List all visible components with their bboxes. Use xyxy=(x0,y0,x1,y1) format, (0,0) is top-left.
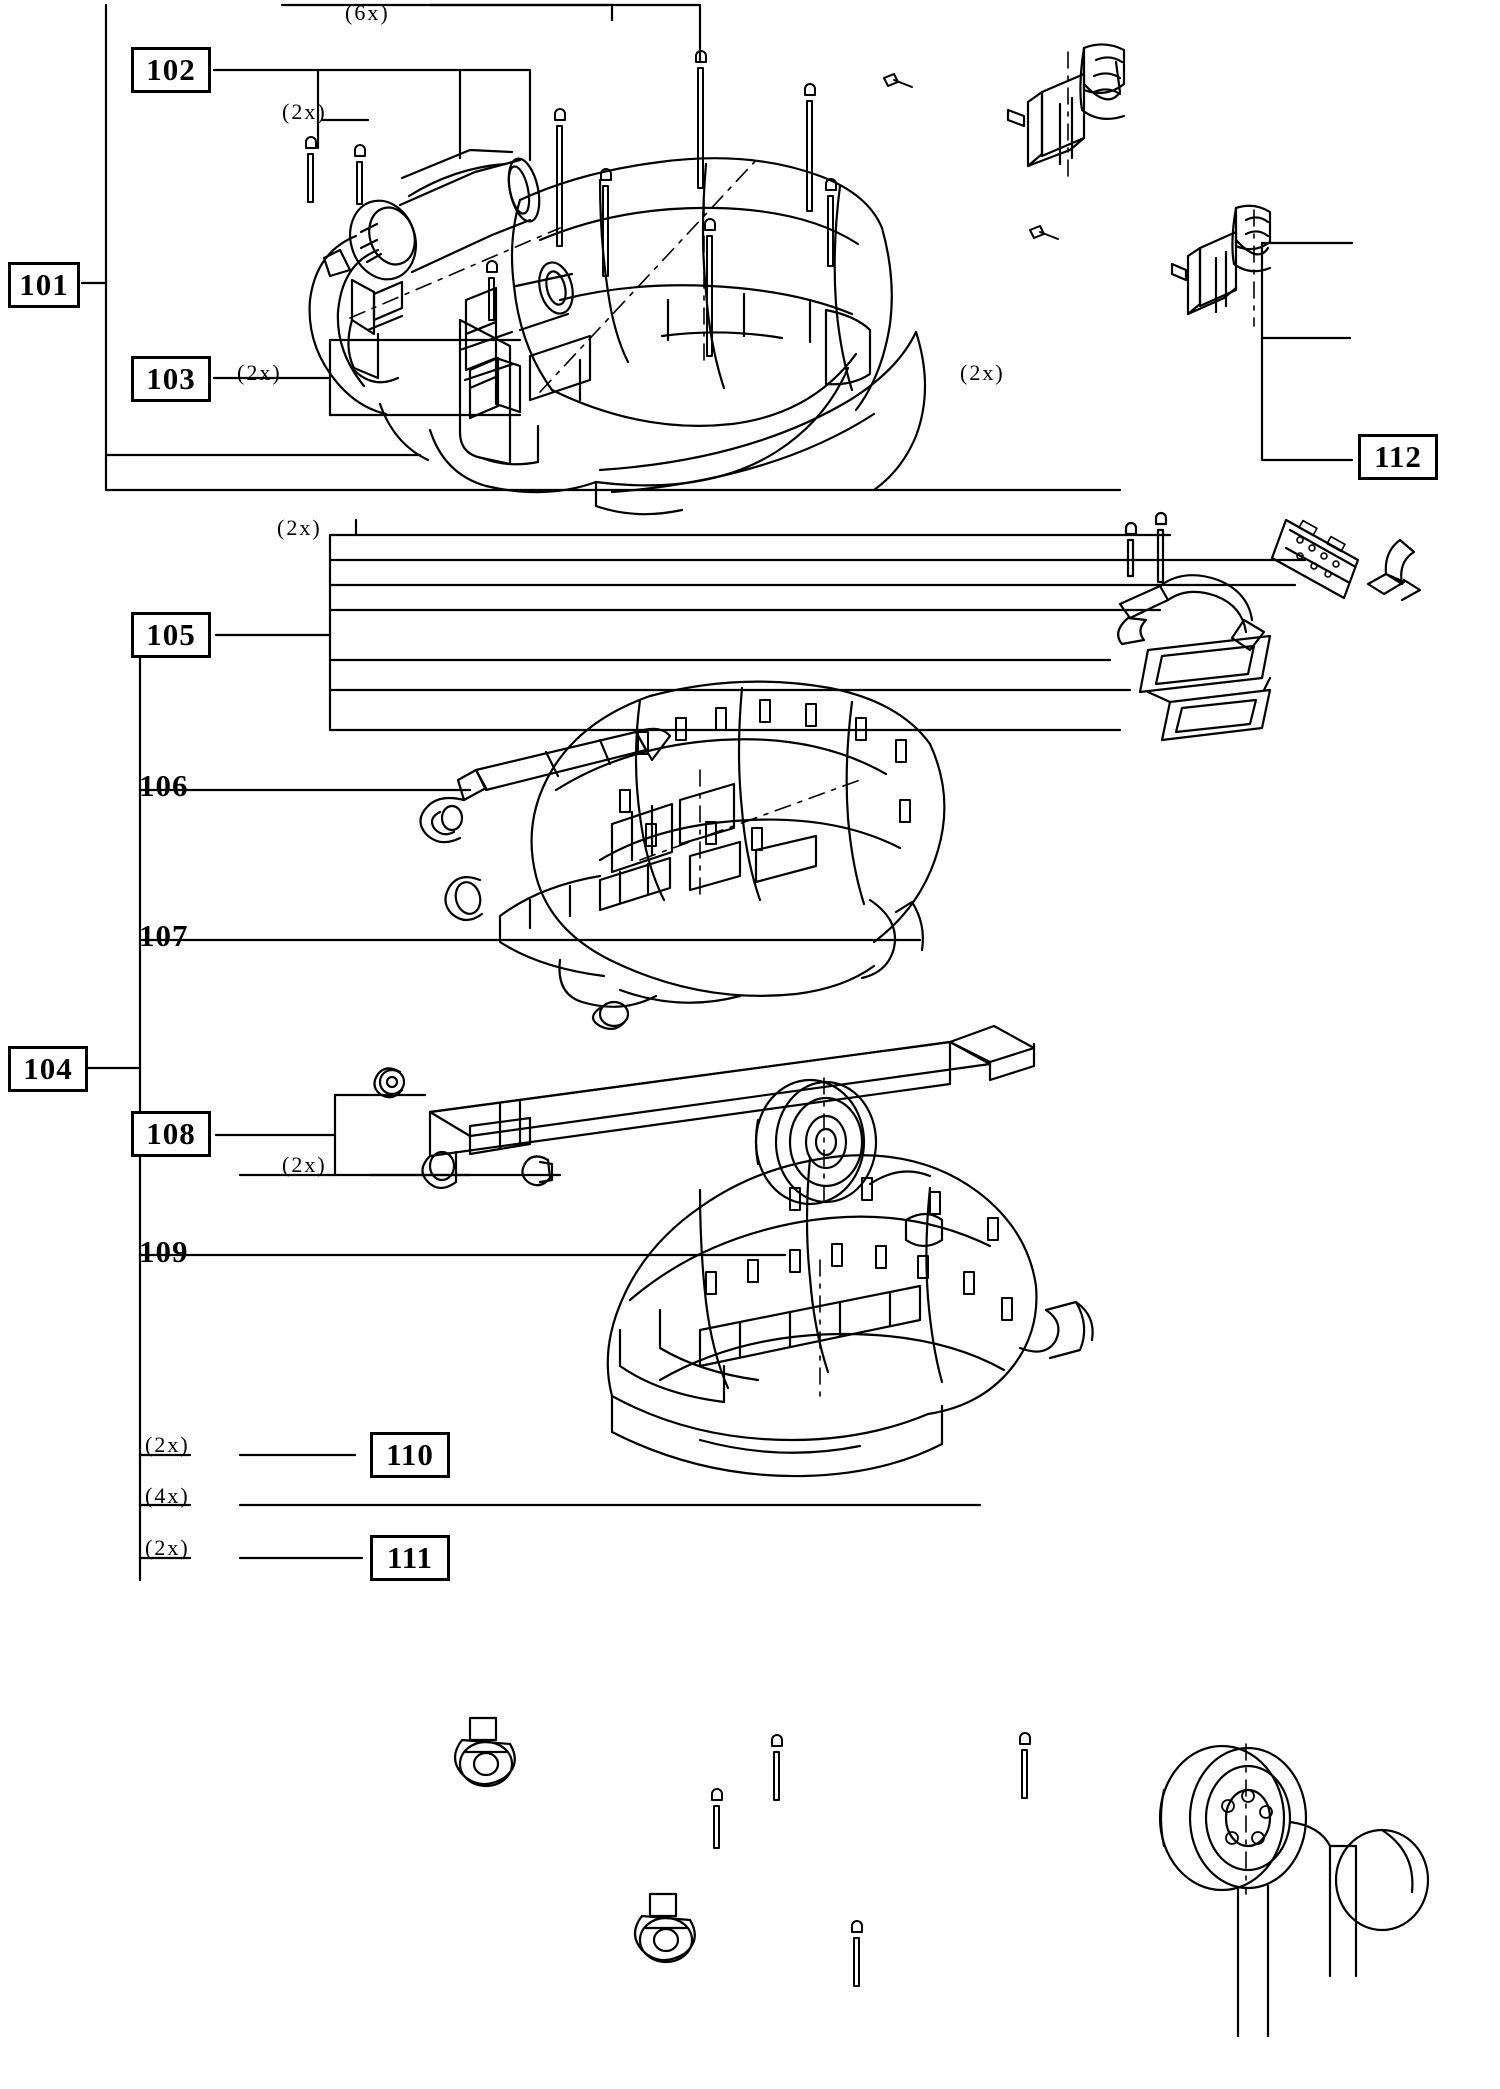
leader-lines-108 xyxy=(216,1095,560,1175)
leader-lines-101 xyxy=(82,5,1120,490)
callout-105[interactable]: 105 xyxy=(131,612,211,658)
caster-wheel-lower xyxy=(635,1894,695,1962)
callout-102[interactable]: 102 xyxy=(131,47,211,93)
small-parts-105 xyxy=(1118,513,1420,740)
leader-lines-112 xyxy=(1262,243,1352,460)
callout-112[interactable]: 112 xyxy=(1358,434,1438,480)
callout-111[interactable]: 111 xyxy=(370,1535,450,1581)
bracket-parts-112 xyxy=(1008,44,1270,314)
upper-housing-101 xyxy=(380,158,925,514)
quantity-2x-112: (2x) xyxy=(960,360,1005,385)
callout-106[interactable]: 106 xyxy=(139,768,189,803)
wheel-upper xyxy=(756,1080,876,1204)
wheel-lower xyxy=(1160,1746,1428,2036)
quantity-2x-105: (2x) xyxy=(277,515,322,540)
chassis-107 xyxy=(445,682,944,1029)
callout-107[interactable]: 107 xyxy=(139,918,189,953)
callout-108[interactable]: 108 xyxy=(131,1111,211,1157)
quantity-4x-fasteners: (4x) xyxy=(145,1483,190,1508)
callout-101[interactable]: 101 xyxy=(8,262,80,308)
quantity-2x-102: (2x) xyxy=(282,99,327,124)
caster-wheel-upper xyxy=(455,1718,515,1786)
callout-103[interactable]: 103 xyxy=(131,356,211,402)
quantity-6x-top: (6x) xyxy=(345,0,390,25)
callout-110[interactable]: 110 xyxy=(370,1432,450,1478)
fasteners-bottom xyxy=(712,1733,1030,1986)
quantity-2x-111: (2x) xyxy=(145,1535,190,1560)
callout-109[interactable]: 109 xyxy=(139,1234,189,1269)
center-axis-lines xyxy=(350,52,1254,1894)
callout-104[interactable]: 104 xyxy=(8,1046,88,1092)
quantity-2x-110: (2x) xyxy=(145,1432,190,1457)
bar-part-108 xyxy=(374,1026,1034,1188)
quantity-2x-103: (2x) xyxy=(237,360,282,385)
fasteners-top xyxy=(306,51,1058,356)
quantity-2x-108: (2x) xyxy=(282,1152,327,1177)
motor-assembly-102 xyxy=(310,150,578,418)
lower-base-109 xyxy=(608,1155,1093,1476)
